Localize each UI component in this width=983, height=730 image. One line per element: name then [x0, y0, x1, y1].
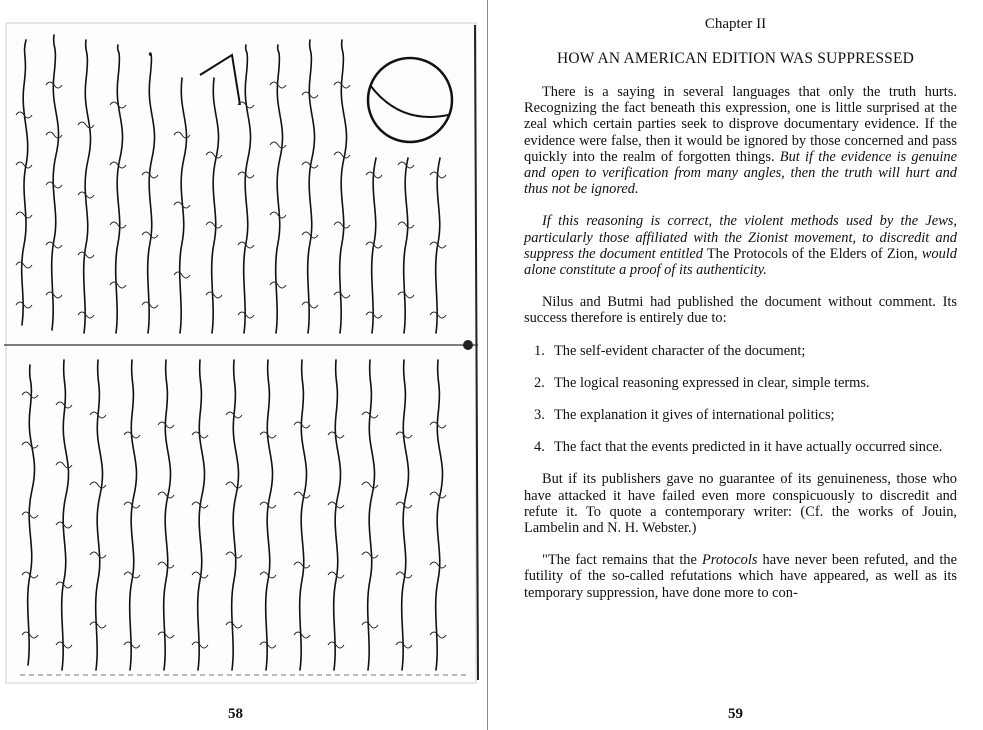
- list-item: [524, 407, 957, 423]
- right-page: [488, 0, 983, 730]
- paragraph-emphasis: would alone constitute a proof of its authenticity.: [524, 245, 957, 279]
- paragraph: [524, 213, 957, 278]
- list-item: [524, 375, 957, 391]
- paragraph-emphasis: But if the evidence is genuine and open to verification from many angles, then the truth will hurt and thus not be ignored.: [524, 148, 957, 198]
- paragraph: [524, 471, 957, 536]
- paragraph: [524, 84, 957, 197]
- body-text: [524, 84, 957, 617]
- paragraph-text: Nilus and Butmi had published the document without comment. Its success therefore is entirely due to:: [524, 294, 957, 327]
- list-number: 3.: [534, 407, 545, 424]
- left-page: [0, 0, 487, 730]
- paragraph: [524, 294, 957, 326]
- paragraph-text: have never been refuted, and the futility of the so-called refutations which have appeared, as well as its temporary suppression, have done more to con-: [524, 552, 957, 601]
- page-number: 59: [728, 706, 743, 722]
- document-title: The Protocols of the Elders of Zion,: [706, 245, 918, 262]
- list-number: 1.: [534, 342, 545, 359]
- list-item: [524, 343, 957, 359]
- handwritten-manuscript-image: [0, 15, 482, 690]
- list-text: The self-evident character of the document;: [554, 342, 806, 359]
- list-number: 4.: [534, 439, 545, 456]
- list-text: The logical reasoning expressed in clear, simple terms.: [554, 374, 870, 391]
- paragraph-text: "The fact remains that the: [542, 552, 697, 569]
- paragraph: [524, 552, 957, 601]
- paragraph-emphasis: Protocols: [702, 552, 758, 569]
- list-text: The fact that the events predicted in it have actually occurred since.: [554, 439, 943, 456]
- paragraph-emphasis: If this reasoning is correct, the violent methods used by the Jews, particularly those affiliated with the Zionist movement, to discredit and suppress the document entitled: [524, 213, 957, 262]
- list-item: [524, 439, 957, 455]
- list-number: 2.: [534, 374, 545, 391]
- chapter-label: Chapter II: [704, 16, 767, 32]
- list-text: The explanation it gives of international politics;: [554, 407, 835, 424]
- chapter-title: HOW AN AMERICAN EDITION WAS SUPPRESSED: [556, 50, 915, 67]
- page-number: 58: [228, 706, 243, 722]
- paragraph-text: There is a saying in several languages that only the truth hurts. Recognizing the fact beneath this expression, one is little surprised at the zeal which certain parties seek to disprove documentary evidence. If the evidence were false, then it would be ignored by those concerned and pass quickly into the realm of forgotten things.: [524, 84, 957, 165]
- paragraph-text: But if its publishers gave no guarantee of its genuineness, those who have attacked it have failed even more conspicuously to discredit and refute it. To quote a contemporary writer: (Cf. the works of Jouin, Lambelin and N. H. Webster.): [524, 471, 957, 537]
